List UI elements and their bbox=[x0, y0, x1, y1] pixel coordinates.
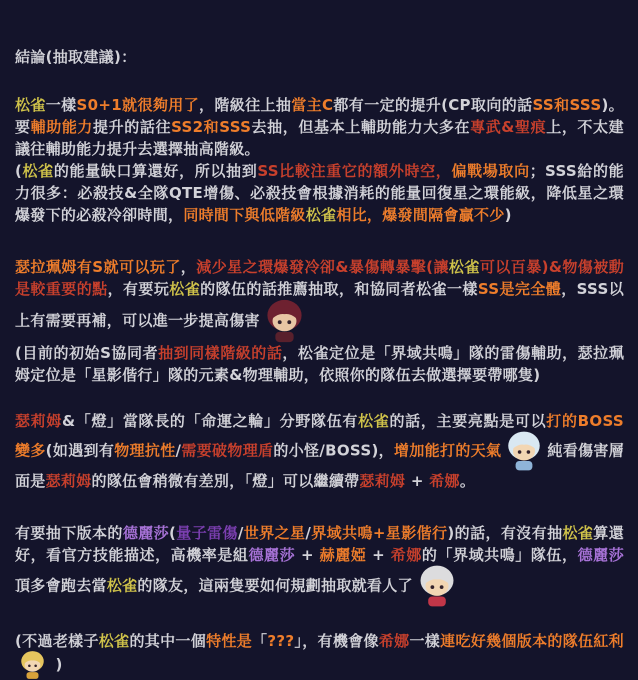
text-run: ( bbox=[169, 524, 177, 542]
text-run: 希娜 bbox=[390, 546, 422, 564]
text-run: 抽到同樣階級的話 bbox=[158, 344, 283, 362]
post-body bbox=[15, 94, 624, 678]
paragraph-trait-note bbox=[15, 630, 624, 678]
text-run: 瑟拉珮姆有S就可以玩了 bbox=[15, 258, 181, 276]
text-run: 上，不太建議往輔助能力提升去選擇抽高階級。 bbox=[15, 118, 624, 158]
text-run: ) bbox=[504, 206, 512, 224]
text-run: 減少星之環爆發冷卻&暴傷轉暴擊(讓 bbox=[196, 258, 449, 276]
text-run: 瑟莉姆 bbox=[45, 472, 92, 490]
text-run: 。 bbox=[459, 472, 476, 490]
text-run: + bbox=[366, 546, 391, 564]
text-run: 偏戰場取向 bbox=[451, 162, 530, 180]
text-run: ( bbox=[15, 162, 23, 180]
paragraph-theresa-next-version bbox=[15, 522, 624, 606]
text-run: 有要抽下版本的 bbox=[15, 524, 123, 542]
text-run: 的話，主要亮點是可以 bbox=[389, 412, 547, 430]
text-run: 的「界域共鳴」隊伍， bbox=[421, 546, 578, 564]
text-run: SS2和SSS bbox=[171, 118, 252, 136]
text-run: 都有一定的提升(CP取向的話 bbox=[333, 96, 533, 114]
text-run: 提升的話往 bbox=[93, 118, 172, 136]
text-run: 界域共鳴+星影偕行 bbox=[311, 524, 448, 542]
text-run: 松雀 bbox=[22, 162, 54, 180]
text-run: (目前的初始S協同者 bbox=[15, 344, 159, 362]
text-run: ??? bbox=[267, 632, 295, 650]
text-run: 打的BOSS變多 bbox=[15, 412, 624, 460]
text-run: ，SSS以上有需要再補，可以進一步提高傷害 bbox=[15, 280, 625, 330]
text-run: 連吃好幾個版本的隊伍紅利 bbox=[440, 632, 624, 650]
paragraph-pull-advice-main bbox=[15, 94, 624, 160]
text-run: ， bbox=[180, 258, 197, 276]
text-run: 赫麗婭 bbox=[319, 546, 367, 564]
text-run: 量子雷傷 bbox=[176, 524, 238, 542]
text-run: ，松雀定位是「界域共鳴」隊的雷傷輔助，瑟拉珮姆定位是「星影偕行」隊的元素&物理輔助，依照你的隊伍去做選擇要帶哪隻) bbox=[15, 344, 624, 384]
text-run: 松雀 bbox=[98, 632, 130, 650]
text-run: 希娜 bbox=[378, 632, 410, 650]
text-run: 希娜 bbox=[429, 472, 460, 490]
text-run: ；SSS給的能力很多：必殺技&全隊QTE增傷、必殺技會根據消耗的能量回復星之環能級，降低星之環爆發下的必殺冷卻時間， bbox=[15, 162, 624, 224]
text-run: 德麗莎 bbox=[248, 546, 296, 564]
text-run: 的隊伍會稍微有差別，「燈」可以繼續帶 bbox=[91, 472, 360, 490]
text-run: )。要 bbox=[15, 96, 624, 136]
text-run: 世界之星 bbox=[243, 524, 306, 542]
text-run: S0+1就很夠用了 bbox=[76, 96, 199, 114]
text-run: 松雀 bbox=[305, 206, 337, 224]
text-run: 的隊友，這兩隻要如何規劃抽取就看人了 bbox=[137, 576, 413, 595]
text-run: 的小怪/BOSS)， bbox=[273, 441, 394, 460]
text-run: 去抽，但基本上輔助能力大多在 bbox=[251, 118, 471, 136]
text-run: / bbox=[305, 524, 312, 542]
emote-dark-red-character-icon bbox=[264, 298, 305, 344]
text-run: SS是完全體 bbox=[477, 280, 562, 298]
text-run: 專武&聖痕 bbox=[470, 118, 547, 136]
text-run: 瑟莉姆 bbox=[359, 472, 406, 490]
text-run: 相比，爆發間隔會贏不少 bbox=[336, 206, 505, 224]
text-run: 純看傷害層面是 bbox=[15, 441, 625, 490]
text-run: 的能量缺口算還好，所以抽到 bbox=[53, 162, 258, 180]
text-run: 松雀 bbox=[562, 524, 594, 542]
text-run: 需要破物理盾 bbox=[181, 441, 274, 460]
text-run: 輔助能力 bbox=[30, 118, 94, 136]
text-run: 」 bbox=[294, 632, 303, 650]
text-run: 一樣 bbox=[45, 96, 77, 114]
text-run: 一樣 bbox=[409, 632, 441, 650]
text-run: )的話，有沒有抽 bbox=[447, 524, 563, 542]
emote-white-haired-character-icon bbox=[417, 564, 457, 608]
emote-blue-haired-girl-icon bbox=[505, 430, 543, 472]
paragraph-pull-advice-note bbox=[15, 160, 624, 226]
text-run: 松雀 bbox=[106, 576, 138, 595]
text-run: + bbox=[405, 472, 430, 490]
text-run: 瑟莉姆 bbox=[15, 412, 63, 430]
paragraph-selim-lamp-team bbox=[15, 410, 624, 492]
text-run: 物理抗性 bbox=[114, 441, 176, 460]
emote-blonde-character-icon bbox=[19, 650, 46, 680]
text-run: ，階級往上抽 bbox=[198, 96, 292, 114]
text-run: 特性是 bbox=[206, 632, 253, 650]
text-run: ，有要玩 bbox=[107, 280, 170, 298]
paragraph-serapeum-advice bbox=[15, 256, 624, 342]
text-run: / bbox=[175, 441, 182, 460]
text-run: 德麗莎 bbox=[577, 546, 625, 564]
text-run: (不過老樣子 bbox=[15, 632, 99, 650]
text-run: SS和SSS bbox=[532, 96, 602, 114]
text-run: (如遇到有 bbox=[45, 441, 115, 460]
text-run: 增加能打的天氣 bbox=[394, 441, 502, 460]
text-run: 德麗莎 bbox=[122, 524, 170, 542]
text-run: 松雀 bbox=[169, 280, 201, 298]
text-run: 的其中一個 bbox=[129, 632, 207, 650]
text-run: 當主C bbox=[291, 96, 334, 114]
text-run: + bbox=[295, 546, 320, 564]
text-run: 松雀 bbox=[448, 258, 480, 276]
text-run: 松雀 bbox=[15, 96, 46, 114]
text-run: 松雀 bbox=[358, 412, 390, 430]
text-run: 可以百暴)&物傷被動是較重要的點 bbox=[15, 258, 625, 298]
text-run: ) bbox=[50, 655, 63, 674]
text-run: 「 bbox=[252, 632, 268, 650]
text-run: 同時間下與低階級 bbox=[183, 206, 306, 224]
text-run: 頂多會跑去當 bbox=[15, 576, 107, 595]
text-run: 算還好，看官方技能描述，高機率是組 bbox=[15, 524, 624, 564]
text-run: ，有機會像 bbox=[302, 632, 379, 650]
paragraph-serapeum-note bbox=[15, 342, 624, 386]
text-run: 的隊伍的話推薦抽取，和協同者松雀一樣 bbox=[200, 280, 478, 298]
text-run: SS比較注重它的額外時空， bbox=[257, 162, 452, 180]
text-run: &「燈」當隊長的「命運之輪」分野隊伍有 bbox=[62, 412, 359, 430]
post-title: 結論(抽取建議)： bbox=[15, 48, 137, 66]
text-run: / bbox=[237, 524, 244, 542]
